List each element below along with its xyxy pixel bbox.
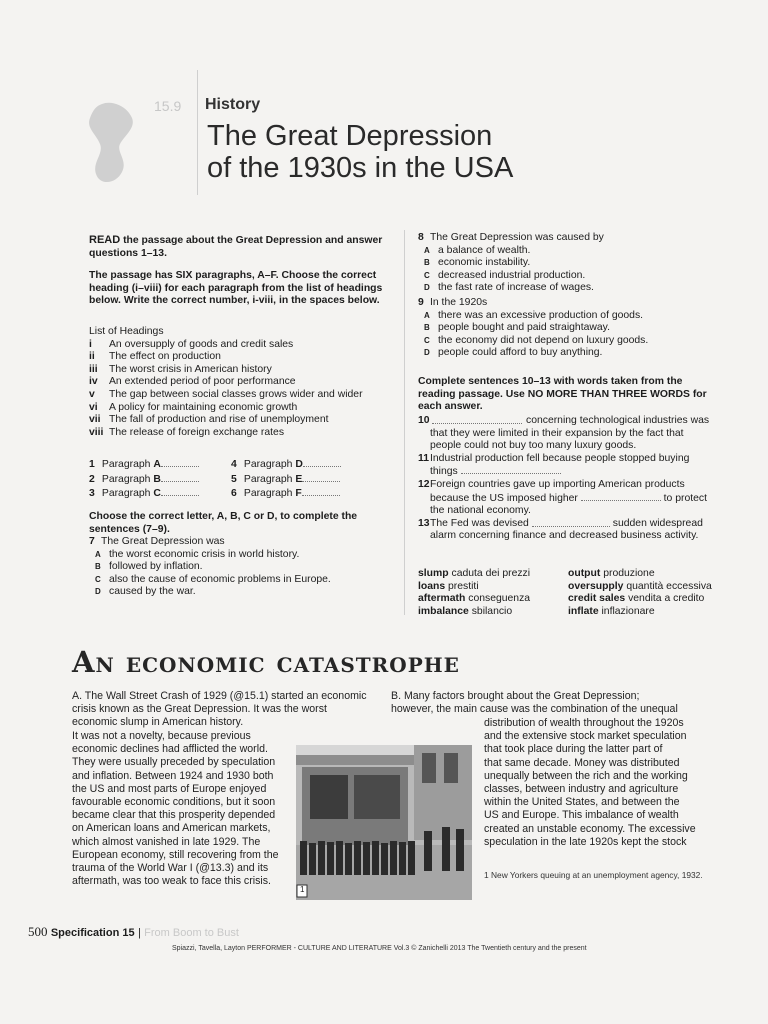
heading-text: The release of foreign exchange rates — [109, 426, 285, 438]
q11-line-2-row — [418, 465, 718, 479]
q12-line-3: the national economy. — [430, 505, 531, 517]
option-d[interactable] — [89, 586, 389, 599]
q13-line-1a: The Fed was devised — [430, 517, 529, 529]
article-line: It was not a novelty, because previous — [72, 730, 251, 742]
glossary-term: oversupply — [568, 580, 624, 592]
article-line: crisis known as the Great Depression. It was the worst — [72, 703, 327, 716]
section-name: History — [205, 96, 261, 113]
answer-blank[interactable] — [303, 458, 341, 467]
option-letter: D — [424, 283, 430, 293]
paragraph-answer-label: Paragraph — [99, 488, 154, 500]
paragraph-answer-number: 3 — [89, 488, 95, 500]
paragraph-answer-6 — [231, 487, 373, 501]
option-letter: C — [424, 270, 430, 280]
heading-numeral: i — [89, 338, 92, 350]
option-letter: D — [424, 348, 430, 358]
paragraph-answer-3 — [89, 487, 231, 501]
option-text: people could afford to buy anything. — [438, 347, 603, 359]
article-line: European economy, still recovering from the — [72, 848, 279, 861]
option-letter: B — [424, 323, 430, 333]
copyright-credit: Spiazzi, Tavella, Layton PERFORMER - CULTURE AND LITERATURE Vol.3 © Zanichelli 2013 The Twentieth century and the present — [172, 945, 587, 952]
figure-number: 1 — [300, 885, 305, 894]
paragraph-answer-grid — [89, 458, 373, 501]
glossary-definition: conseguenza — [465, 593, 531, 605]
paragraph-answer-number: 4 — [231, 459, 237, 470]
article-line: however, the main cause was the combination of the unequal — [391, 703, 678, 716]
option-text: people bought and paid straightaway. — [438, 322, 610, 334]
complete-instruction: Complete sentences 10–13 with words taken from the reading passage. Use NO MORE THAN THREE WORDS for each answer. — [418, 376, 707, 413]
q10-number: 10 — [418, 415, 430, 426]
footer — [28, 924, 239, 940]
paragraph-answer-2 — [89, 473, 231, 487]
q12-line-2b: to protect — [663, 492, 707, 504]
heading-text: An extended period of poor performance — [109, 376, 296, 388]
question-number: 9 — [418, 297, 424, 308]
q12-line-2a: because the US imposed higher — [430, 492, 578, 504]
heading-item — [89, 339, 389, 352]
article-line: and the extensive stock market speculation — [484, 730, 687, 743]
option-b[interactable] — [418, 322, 718, 335]
article-line: They were usually preceded by speculation — [72, 756, 276, 769]
paragraph-answer-label: Paragraph — [241, 488, 296, 500]
option-letter: B — [95, 562, 101, 572]
heading-item — [89, 389, 389, 402]
q10-line-2: that they were limited in their expansion by the fact that — [430, 427, 684, 439]
heading-text: The worst crisis in American history — [109, 363, 272, 375]
article-line: economic declines had afflicted the world. — [72, 743, 268, 756]
option-d[interactable] — [418, 347, 718, 360]
glossary-term: aftermath — [418, 593, 466, 605]
sentence-10 — [418, 415, 718, 428]
read-rest: the passage about the Great Depression and answer questions 1–13. — [89, 235, 383, 259]
option-letter: A — [424, 245, 430, 255]
q12-line-2-row — [418, 492, 718, 506]
question-stem — [89, 536, 389, 549]
heading-numeral: vi — [89, 401, 98, 413]
glossary — [418, 568, 718, 618]
heading-item — [89, 364, 389, 377]
answer-blank-10[interactable] — [432, 415, 522, 424]
paragraph-answer-number: 1 — [89, 459, 95, 470]
glossary-term: loans — [418, 580, 446, 592]
option-d[interactable] — [418, 282, 718, 295]
paragraph-answer-label: Paragraph — [241, 459, 296, 470]
paragraph-answer-label: Paragraph — [99, 459, 154, 470]
answer-blank-13[interactable] — [532, 518, 610, 527]
option-letter: A — [424, 310, 430, 320]
read-lead: READ — [89, 234, 121, 246]
glossary-entry — [418, 581, 568, 594]
heading-numeral: vii — [89, 414, 101, 426]
glossary-entry — [568, 568, 728, 581]
answer-blank-11[interactable] — [461, 465, 561, 474]
glossary-definition: sbilancio — [468, 605, 513, 617]
glossary-definition: prestiti — [445, 580, 479, 592]
paragraph-a-wrapped — [72, 730, 287, 888]
sentence-13 — [418, 518, 718, 531]
article-line: B. Many factors brought about the Great Depression; — [391, 690, 640, 702]
answer-blank[interactable] — [302, 487, 340, 496]
option-text: followed by inflation. — [109, 561, 203, 573]
column-divider — [404, 230, 405, 615]
question-8 — [418, 232, 718, 295]
paragraph-answer-5 — [231, 473, 373, 487]
heading-numeral: iii — [89, 363, 98, 375]
paragraph-b-wrapped — [484, 717, 714, 849]
heading-numeral: ii — [89, 351, 95, 363]
q12-number: 12 — [418, 478, 430, 490]
heading-item — [89, 427, 389, 440]
question-text: The Great Depression was — [101, 536, 225, 547]
decorative-shape-icon — [82, 100, 140, 188]
option-text: a balance of wealth. — [438, 244, 531, 256]
choose-instruction: Choose the correct letter, A, B, C or D, to complete the sentences (7–9). — [89, 511, 358, 535]
option-text: economic instability. — [438, 257, 531, 269]
photo-caption: 1 New Yorkers queuing at an unemployment agency, 1932. — [484, 870, 703, 880]
option-letter: C — [424, 335, 430, 345]
heading-text: A policy for maintaining economic growth — [109, 401, 298, 413]
spec-label: Specification 15 — [50, 927, 135, 939]
question-text: In the 1920s — [430, 297, 488, 308]
article-line: classes, between industry and agriculture — [484, 783, 679, 796]
glossary-term: output — [568, 568, 601, 579]
heading-item — [89, 414, 389, 427]
question-text: The Great Depression was caused by — [430, 232, 604, 243]
glossary-definition: inflazionare — [598, 605, 655, 617]
heading-text: The gap between social classes grows wider and wider — [109, 388, 363, 400]
article-line: within the United States, and between the — [484, 796, 680, 809]
heading-item — [89, 351, 389, 364]
option-letter: D — [95, 587, 101, 597]
title-line-2: of the 1930s in the USA — [207, 152, 514, 184]
glossary-entry — [418, 568, 568, 581]
paragraph-answer-label: Paragraph — [99, 473, 154, 485]
header-divider — [197, 70, 198, 195]
option-text: the economy did not depend on luxury goods. — [438, 334, 649, 346]
q10-line-3: people could not buy too many luxury goods. — [430, 440, 637, 452]
headings-items — [89, 339, 389, 440]
heading-text: The fall of production and rise of unemployment — [109, 414, 329, 426]
option-text: there was an excessive production of goods. — [438, 309, 644, 321]
glossary-definition: produzione — [600, 568, 655, 579]
paragraph-a-top — [72, 690, 382, 730]
page-title — [207, 120, 587, 184]
question-number: 8 — [418, 232, 424, 243]
question-7 — [89, 536, 389, 599]
question-number: 7 — [89, 536, 95, 547]
q13-line-2: alarm concerning finance and decreased business activity. — [430, 530, 699, 542]
question-9 — [418, 297, 718, 360]
read-instruction — [89, 234, 389, 260]
option-text: the fast rate of increase of wages. — [438, 282, 594, 294]
answer-blank-12[interactable] — [581, 492, 661, 501]
q13-number: 13 — [418, 517, 430, 529]
option-c[interactable] — [89, 574, 389, 587]
glossary-entry — [418, 593, 568, 606]
q11-line-1: Industrial production fell because people stopped buying — [430, 452, 690, 464]
paragraphs-instruction: The passage has SIX paragraphs, A–F. Choose the correct heading (i–viii) for each paragraph from the list of headings below. Write the correct number, i-viii, in the spaces below. — [89, 270, 383, 307]
q11-line-2: things — [430, 466, 458, 478]
option-text: decreased industrial production. — [438, 269, 586, 281]
glossary-row — [418, 593, 718, 606]
option-text: also the cause of economic problems in Europe. — [109, 573, 331, 585]
paragraph-answer-letter: D — [295, 459, 303, 470]
option-letter: C — [95, 574, 101, 584]
heading-numeral: viii — [89, 426, 104, 438]
article-line: favourable economic conditions, but it soon — [72, 796, 276, 809]
glossary-definition: caduta dei prezzi — [448, 568, 531, 579]
article-line: on American loans and American markets, — [72, 822, 271, 835]
glossary-term: slump — [418, 568, 449, 579]
article-line: speculation in the late 1920s kept the stock — [484, 835, 687, 848]
option-c[interactable] — [418, 335, 718, 348]
paragraph-answer-number: 2 — [89, 473, 95, 485]
article-line: the US and most parts of Europe enjoyed — [72, 782, 267, 795]
paragraph-answer-letter: C — [153, 488, 161, 500]
q12-line-1: Foreign countries gave up importing American products — [430, 478, 685, 490]
heading-item — [89, 376, 389, 389]
spec-subtitle: From Boom to Bust — [144, 927, 239, 939]
question-stem — [418, 232, 718, 245]
title-line-1: The Great Depression — [207, 120, 493, 152]
heading-numeral: v — [89, 388, 95, 400]
glossary-row — [418, 568, 718, 581]
article-line: aftermath, was too weak to face this crisis. — [72, 875, 272, 888]
heading-numeral: iv — [89, 376, 98, 388]
article-line: distribution of wealth throughout the 1920s — [484, 717, 684, 729]
article-line: trauma of the World War I (@13.3) and its — [72, 862, 269, 875]
paragraph-answer-label: Paragraph — [241, 473, 296, 485]
article-line: A. The Wall Street Crash of 1929 (@15.1) started an economic — [72, 690, 367, 702]
paragraph-answer-letter: F — [295, 488, 302, 500]
answer-blank[interactable] — [302, 473, 340, 482]
paragraph-answer-letter: A — [153, 459, 161, 470]
paragraph-answer-letter: B — [153, 473, 161, 485]
option-text: caused by the war. — [109, 586, 196, 598]
glossary-term: imbalance — [418, 605, 469, 617]
article-line: which almost vanished in late 1929. The — [72, 835, 261, 848]
article-line: that same decade. Money was distributed — [484, 756, 680, 769]
answer-blank[interactable] — [161, 473, 199, 482]
sentences-block — [418, 415, 718, 543]
option-b[interactable] — [89, 561, 389, 574]
option-c[interactable] — [418, 270, 718, 283]
article-line: created an unstable economy. The excessive — [484, 822, 696, 835]
instructions-block — [89, 234, 389, 318]
section-number: 15.9 — [154, 98, 182, 114]
sentence-12 — [418, 479, 718, 492]
question-stem — [418, 297, 718, 310]
article-line: and inflation. Between 1924 and 1930 both — [72, 769, 274, 782]
answer-blank[interactable] — [161, 487, 199, 496]
article-line: became clear that this prosperity depended — [72, 809, 276, 822]
paragraph-answer-number: 5 — [231, 473, 237, 485]
option-b[interactable] — [418, 257, 718, 270]
queue-photo — [296, 745, 472, 900]
answer-blank[interactable] — [161, 458, 199, 467]
option-a[interactable] — [89, 549, 389, 562]
article-line: economic slump in American history. — [72, 716, 244, 729]
glossary-entry — [568, 593, 728, 606]
q10-line-1: concerning technological industries was — [526, 415, 710, 426]
footer-separator: | — [137, 927, 141, 939]
headings-title: List of Headings — [89, 326, 164, 337]
glossary-entry — [568, 606, 728, 619]
option-text: the worst economic crisis in world history. — [109, 548, 300, 560]
q13-line-1b: sudden widespread — [612, 517, 703, 529]
glossary-term: inflate — [568, 605, 599, 617]
glossary-definition: quantità eccessiva — [623, 580, 712, 592]
heading-text: The effect on production — [109, 351, 221, 363]
glossary-entry — [418, 606, 568, 619]
option-letter: B — [424, 258, 430, 268]
paragraph-answer-number: 6 — [231, 488, 237, 500]
article-line: unequally between the rich and the working — [484, 769, 688, 782]
list-of-headings — [89, 326, 389, 439]
option-a[interactable] — [418, 245, 718, 258]
article-line: US and Europe. This imbalance of wealth — [484, 809, 679, 822]
paragraph-b-top — [391, 690, 711, 716]
heading-text: An oversupply of goods and credit sales — [109, 338, 294, 350]
article-line: that took place during the latter part of — [484, 743, 663, 756]
sentence-11 — [418, 453, 718, 466]
glossary-term: credit sales — [568, 593, 626, 605]
article-title: An economic catastrophe — [72, 645, 460, 679]
heading-item — [89, 402, 389, 415]
paragraph-answer-letter: E — [295, 473, 303, 485]
glossary-row — [418, 606, 718, 619]
glossary-definition: vendita a credito — [625, 593, 705, 605]
glossary-entry — [568, 581, 728, 594]
paragraph-answer-4 — [231, 458, 373, 472]
page-number: 500 — [28, 924, 48, 939]
option-letter: A — [95, 549, 101, 559]
glossary-row — [418, 581, 718, 594]
q11-number: 11 — [418, 452, 429, 464]
option-a[interactable] — [418, 310, 718, 323]
paragraph-answer-1 — [89, 458, 231, 472]
queue-photo-image — [296, 745, 472, 900]
